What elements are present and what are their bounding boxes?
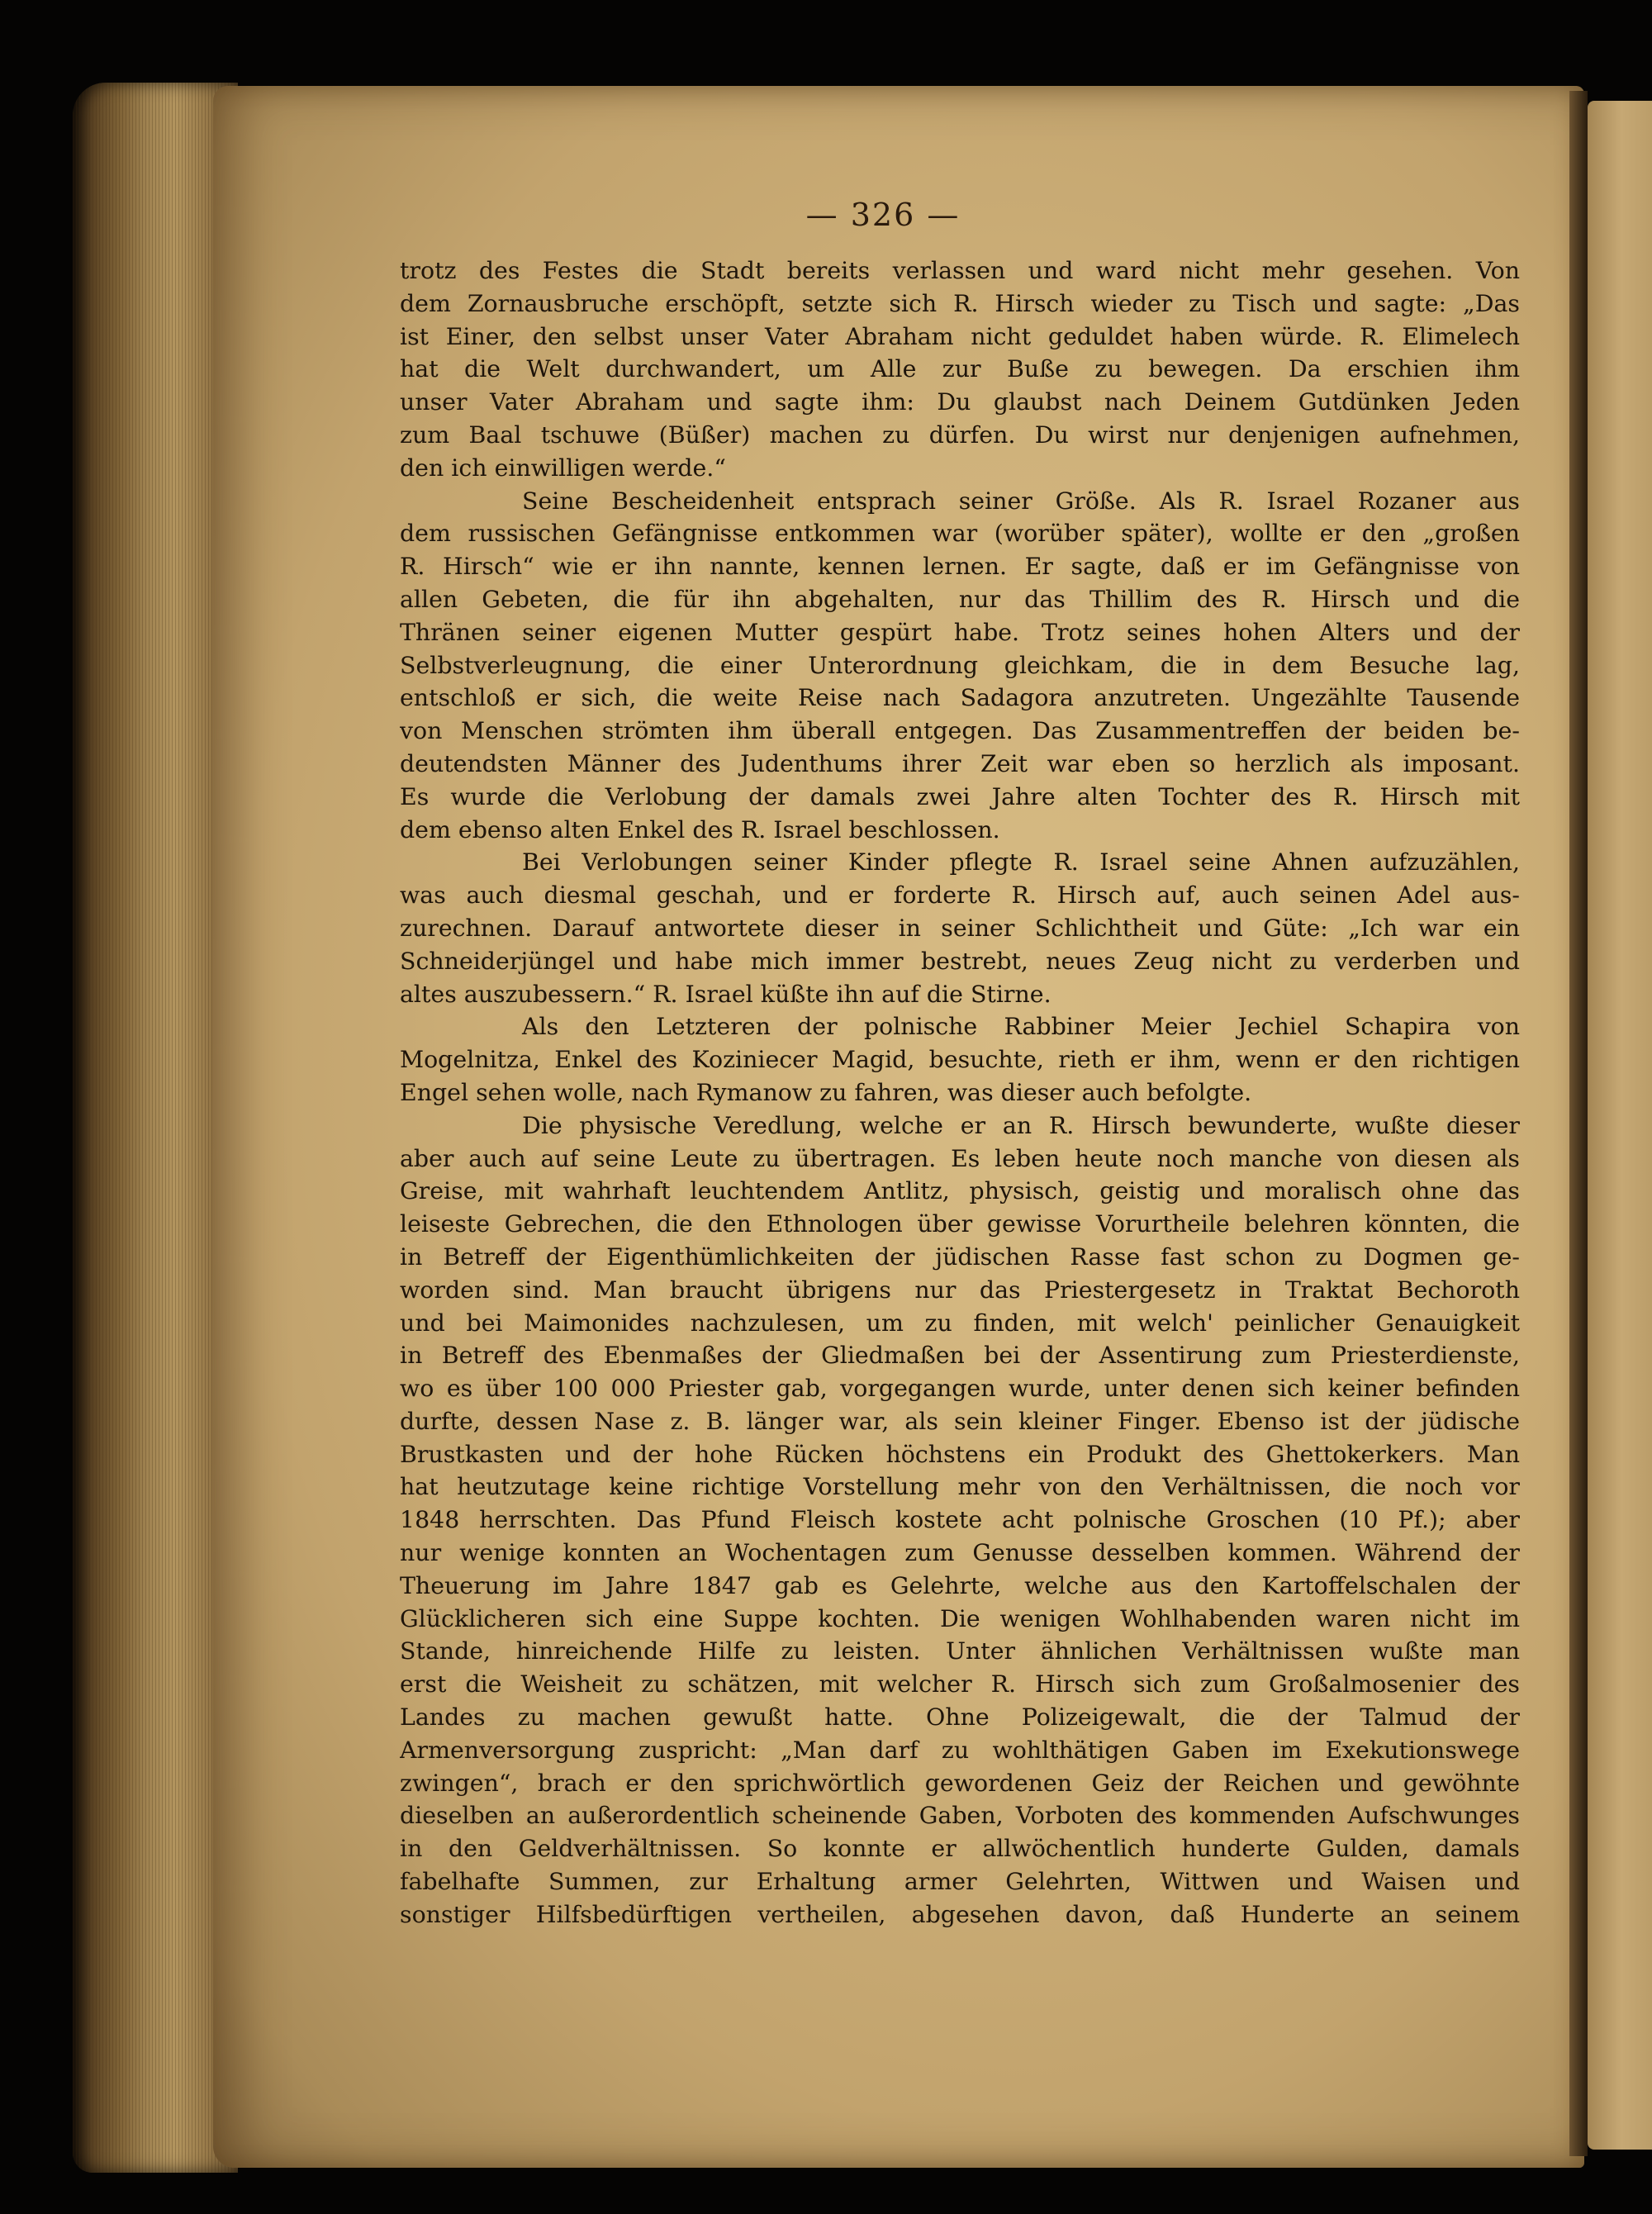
text-line: in Betreff der Eigenthümlichkeiten der jüdischen Rasse fast schon zu Dogmen ge- — [400, 1242, 1520, 1271]
text-line: dieselben an außerordentlich scheinende Gaben, Vorboten des kommenden Aufschwunges — [400, 1802, 1520, 1830]
text-line: von Menschen strömten ihm überall entgegen. Das Zusammentreffen der beiden be- — [400, 717, 1520, 745]
text-line: R. Hirsch“ wie er ihn nannte, kennen lernen. Er sagte, daß er im Gefängnisse von — [400, 553, 1520, 581]
text-line: Brustkasten und der hohe Rücken höchstens ein Produkt des Ghettokerkers. Man — [400, 1440, 1520, 1468]
text-line: zurechnen. Darauf antwortete dieser in seiner Schlichtheit und Güte: „Ich war ein — [400, 914, 1520, 942]
text-line: Mogelnitza, Enkel des Koziniecer Magid, besuchte, rieth er ihm, wenn er den richtigen — [400, 1046, 1520, 1074]
text-line: Es wurde die Verlobung der damals zwei Jahre alten Tochter des R. Hirsch mit — [400, 782, 1520, 810]
text-line: dem ebenso alten Enkel des R. Israel beschlossen. — [400, 815, 1000, 843]
text-line: Schneiderjüngel und habe mich immer bestrebt, neues Zeug nicht zu verderben und — [400, 947, 1520, 975]
text-line: aber auch auf seine Leute zu übertragen. Es leben heute noch manche von diesen als — [400, 1144, 1520, 1172]
text-line: Theuerung im Jahre 1847 gab es Gelehrte, welche aus den Kartoffelschalen der — [400, 1571, 1520, 1599]
text-line: dem Zornausbruche erschöpft, setzte sich R. Hirsch wieder zu Tisch und sagte: „Das — [400, 289, 1520, 317]
text-line: sonstiger Hilfsbedürftigen vertheilen, abgesehen davon, daß Hunderte an seinem — [400, 1900, 1520, 1928]
text-line: ist Einer, den selbst unser Vater Abraham nicht geduldet haben würde. R. Elimelech — [400, 322, 1520, 350]
text-line: wo es über 100 000 Priester gab, vorgegangen wurde, unter denen sich keiner befinden — [400, 1375, 1520, 1403]
text-line: in den Geldverhältnissen. So konnte er allwöchentlich hunderte Gulden, damals — [400, 1835, 1520, 1863]
book-gutter — [1569, 91, 1588, 2156]
text-line: 1848 herrschten. Das Pfund Fleisch kostete acht polnische Groschen (10 Pf.); aber — [400, 1506, 1520, 1534]
text-line: trotz des Festes die Stadt bereits verlassen und ward nicht mehr gesehen. Von — [400, 257, 1520, 284]
text-line: nur wenige konnten an Wochentagen zum Genusse desselben kommen. Während der — [400, 1539, 1520, 1567]
text-line: altes auszubessern.“ R. Israel küßte ihn auf die Stirne. — [400, 980, 1051, 1008]
text-line: unser Vater Abraham und sagte ihm: Du glaubst nach Deinem Gutdünken Jeden — [400, 388, 1520, 416]
text-line: erst die Weisheit zu schätzen, mit welcher R. Hirsch sich zum Großalmosenier des — [400, 1670, 1520, 1699]
text-line: Die physische Veredlung, welche er an R. Hirsch bewunderte, wußte dieser — [522, 1111, 1520, 1139]
body-text — [400, 254, 1520, 1931]
text-line: Armenversorgung zuspricht: „Man darf zu wohlthätigen Gaben im Exekutionswege — [400, 1736, 1520, 1764]
text-line: durfte, dessen Nase z. B. länger war, als sein kleiner Finger. Ebenso ist der jüdische — [400, 1407, 1520, 1435]
text-line: Landes zu machen gewußt hatte. Ohne Polizeigewalt, die der Talmud der — [400, 1703, 1520, 1732]
text-line: dem russischen Gefängnisse entkommen war (worüber später), wollte er den „großen — [400, 520, 1520, 548]
text-line: hat die Welt durchwandert, um Alle zur Buße zu bewegen. Da erschien ihm — [400, 355, 1520, 383]
text-line: Stande, hinreichende Hilfe zu leisten. Unter ähnlichen Verhältnissen wußte man — [400, 1637, 1520, 1665]
text-line: Als den Letzteren der polnische Rabbiner Meier Jechiel Schapira von — [522, 1013, 1520, 1041]
text-line: was auch diesmal geschah, und er forderte R. Hirsch auf, auch seinen Adel aus- — [400, 881, 1520, 910]
facing-page-edge — [1588, 101, 1652, 2150]
text-line: zum Baal tschuwe (Büßer) machen zu dürfen. Du wirst nur denjenigen aufnehmen, — [400, 420, 1520, 449]
text-line: Seine Bescheidenheit entsprach seiner Größe. Als R. Israel Rozaner aus — [522, 487, 1520, 515]
text-line: den ich einwilligen werde.“ — [400, 454, 726, 482]
text-line: entschloß er sich, die weite Reise nach Sadagora anzutreten. Ungezählte Tausende — [400, 684, 1520, 712]
text-line: Thränen seiner eigenen Mutter gespürt habe. Trotz seines hohen Alters und der — [400, 618, 1520, 646]
text-line: Glücklicheren sich eine Suppe kochten. Die wenigen Wohlhabenden waren nicht im — [400, 1604, 1520, 1632]
text-line: allen Gebeten, die für ihn abgehalten, nur das Thillim des R. Hirsch und die — [400, 585, 1520, 613]
text-line: worden sind. Man braucht übrigens nur das Priestergesetz in Traktat Bechoroth — [400, 1276, 1520, 1304]
text-line: Greise, mit wahrhaft leuchtendem Antlitz, physisch, geistig und moralisch ohne das — [400, 1177, 1520, 1205]
text-line: in Betreff des Ebenmaßes der Gliedmaßen bei der Assentirung zum Priesterdienste, — [400, 1342, 1520, 1370]
text-line: hat heutzutage keine richtige Vorstellung mehr von den Verhältnissen, die noch vor — [400, 1473, 1520, 1501]
text-line: Bei Verlobungen seiner Kinder pflegte R. Israel seine Ahnen aufzuzählen, — [522, 848, 1520, 877]
text-line: fabelhafte Summen, zur Erhaltung armer Gelehrten, Wittwen und Waisen und — [400, 1868, 1520, 1896]
text-line: deutendsten Männer des Judenthums ihrer Zeit war eben so herzlich als imposant. — [400, 749, 1520, 777]
text-line: und bei Maimonides nachzulesen, um zu finden, mit welch' peinlicher Genauigkeit — [400, 1309, 1520, 1337]
page-number: — 326 — — [805, 197, 961, 233]
text-line: zwingen“, brach er den sprichwörtlich gewordenen Geiz der Reichen und gewöhnte — [400, 1769, 1520, 1797]
text-line: Engel sehen wolle, nach Rymanow zu fahren, was dieser auch befolgte. — [400, 1078, 1252, 1106]
text-line: Selbstverleugnung, die einer Unterordnung gleichkam, die in dem Besuche lag, — [400, 651, 1520, 679]
text-line: leiseste Gebrechen, die den Ethnologen über gewisse Vorurtheile belehren könnten, die — [400, 1210, 1520, 1238]
